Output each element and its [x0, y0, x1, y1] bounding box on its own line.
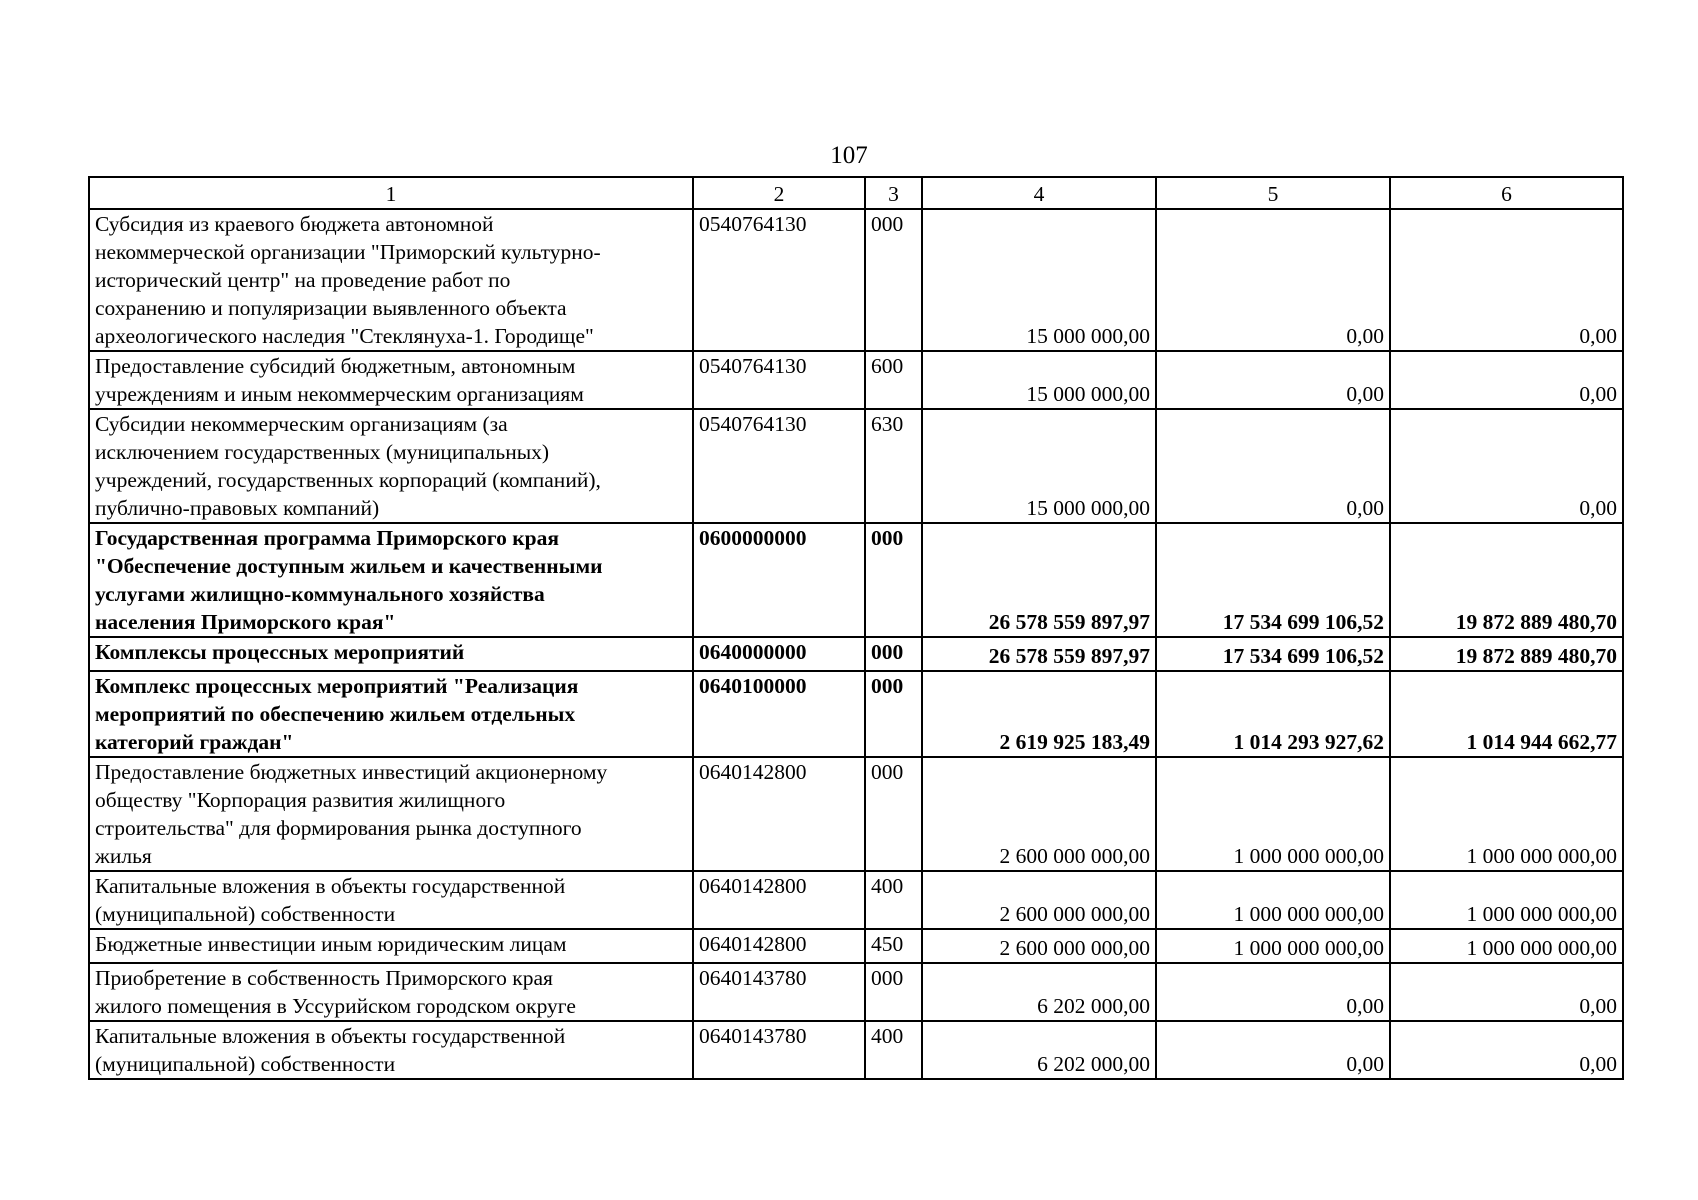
row-value-col5: 0,00	[1156, 409, 1390, 523]
row-name-line: некоммерческой организации "Приморский культурно-	[95, 240, 601, 264]
row-name-line: мероприятий по обеспечению жильем отдельных	[95, 702, 576, 726]
table-header-row	[89, 177, 1623, 209]
row-name-line: Комплексы процессных мероприятий	[95, 640, 465, 664]
table-row	[89, 637, 1623, 671]
row-type-cell: 000	[865, 209, 922, 351]
row-code-cell: 0640142800	[693, 757, 865, 871]
row-name-cell	[89, 637, 693, 671]
row-type-cell: 630	[865, 409, 922, 523]
row-name-line: Государственная программа Приморского края	[95, 526, 560, 550]
row-type-cell: 000	[865, 963, 922, 1021]
row-name-line: жилья	[95, 844, 152, 868]
row-name-line: категорий граждан"	[95, 730, 294, 754]
row-value-col5: 1 014 293 927,62	[1156, 671, 1390, 757]
row-value-col6: 0,00	[1390, 409, 1623, 523]
row-code-cell: 0640143780	[693, 963, 865, 1021]
row-type-cell: 400	[865, 871, 922, 929]
row-name-line: исключением государственных (муниципальных)	[95, 440, 550, 464]
row-name-line: археологического наследия "Стеклянуха-1. Городище"	[95, 324, 594, 348]
row-name-line: строительства" для формирования рынка доступного	[95, 816, 582, 840]
row-value-col4: 15 000 000,00	[922, 409, 1156, 523]
row-value-col5: 0,00	[1156, 209, 1390, 351]
row-value-col4: 26 578 559 897,97	[922, 637, 1156, 671]
row-value-col5: 17 534 699 106,52	[1156, 523, 1390, 637]
table-row	[89, 963, 1623, 1021]
table-row	[89, 929, 1623, 963]
column-header-3: 3	[865, 177, 922, 209]
row-name-line: Капитальные вложения в объекты государственной	[95, 874, 566, 898]
row-name-line: Предоставление субсидий бюджетным, автономным	[95, 354, 576, 378]
column-header-5: 5	[1156, 177, 1390, 209]
row-code-cell: 0540764130	[693, 351, 865, 409]
column-header-6: 6	[1390, 177, 1623, 209]
row-code-cell: 0540764130	[693, 409, 865, 523]
row-name-line: Субсидии некоммерческим организациям (за	[95, 412, 508, 436]
row-value-col5: 17 534 699 106,52	[1156, 637, 1390, 671]
row-value-col6: 1 014 944 662,77	[1390, 671, 1623, 757]
row-type-cell: 000	[865, 523, 922, 637]
row-type-cell: 600	[865, 351, 922, 409]
row-name-line: исторический центр" на проведение работ по	[95, 268, 511, 292]
row-name-line: Комплекс процессных мероприятий "Реализация	[95, 674, 579, 698]
row-name-cell	[89, 671, 693, 757]
row-code-cell: 0540764130	[693, 209, 865, 351]
row-value-col6: 1 000 000 000,00	[1390, 757, 1623, 871]
column-header-4: 4	[922, 177, 1156, 209]
row-type-cell: 450	[865, 929, 922, 963]
row-value-col5: 1 000 000 000,00	[1156, 871, 1390, 929]
row-value-col6: 0,00	[1390, 351, 1623, 409]
row-value-col4: 15 000 000,00	[922, 351, 1156, 409]
row-code-cell: 0640142800	[693, 871, 865, 929]
row-value-col4: 6 202 000,00	[922, 963, 1156, 1021]
row-name-cell	[89, 523, 693, 637]
row-name-line: Приобретение в собственность Приморского края	[95, 966, 553, 990]
row-value-col6: 19 872 889 480,70	[1390, 637, 1623, 671]
row-name-line: публично-правовых компаний)	[95, 496, 380, 520]
row-value-col5: 0,00	[1156, 963, 1390, 1021]
row-name-line: (муниципальной) собственности	[95, 902, 396, 926]
table-row	[89, 757, 1623, 871]
row-value-col4: 15 000 000,00	[922, 209, 1156, 351]
row-name-line: "Обеспечение доступным жильем и качественными	[95, 554, 603, 578]
table-row	[89, 671, 1623, 757]
row-name-line: услугами жилищно-коммунального хозяйства	[95, 582, 545, 606]
row-name-line: Капитальные вложения в объекты государственной	[95, 1024, 566, 1048]
row-name-line: Субсидия из краевого бюджета автономной	[95, 212, 494, 236]
column-header-2: 2	[693, 177, 865, 209]
row-name-cell	[89, 1021, 693, 1079]
row-value-col4: 2 600 000 000,00	[922, 871, 1156, 929]
row-value-col5: 1 000 000 000,00	[1156, 757, 1390, 871]
row-value-col4: 2 600 000 000,00	[922, 929, 1156, 963]
row-value-col6: 0,00	[1390, 209, 1623, 351]
row-type-cell: 400	[865, 1021, 922, 1079]
row-value-col5: 0,00	[1156, 1021, 1390, 1079]
row-type-cell: 000	[865, 757, 922, 871]
table-row	[89, 209, 1623, 351]
row-code-cell: 0640100000	[693, 671, 865, 757]
row-value-col5: 0,00	[1156, 351, 1390, 409]
row-name-line: жилого помещения в Уссурийском городском округе	[95, 994, 576, 1018]
column-header-1: 1	[89, 177, 693, 209]
row-name-line: населения Приморского края"	[95, 610, 396, 634]
row-value-col6: 1 000 000 000,00	[1390, 871, 1623, 929]
table-row	[89, 409, 1623, 523]
row-name-cell	[89, 963, 693, 1021]
row-name-line: (муниципальной) собственности	[95, 1052, 396, 1076]
row-type-cell: 000	[865, 671, 922, 757]
row-value-col5: 1 000 000 000,00	[1156, 929, 1390, 963]
table-row	[89, 351, 1623, 409]
row-name-cell	[89, 351, 693, 409]
row-name-line: учреждениям и иным некоммерческим организациям	[95, 382, 584, 406]
budget-table	[88, 176, 1624, 1080]
row-value-col6: 0,00	[1390, 963, 1623, 1021]
row-value-col4: 2 600 000 000,00	[922, 757, 1156, 871]
row-value-col6: 1 000 000 000,00	[1390, 929, 1623, 963]
row-name-line: Бюджетные инвестиции иным юридическим лицам	[95, 932, 567, 956]
table-row	[89, 871, 1623, 929]
row-code-cell: 0640000000	[693, 637, 865, 671]
row-name-cell	[89, 757, 693, 871]
row-name-cell	[89, 929, 693, 963]
row-value-col6: 19 872 889 480,70	[1390, 523, 1623, 637]
row-value-col4: 26 578 559 897,97	[922, 523, 1156, 637]
row-name-cell	[89, 871, 693, 929]
page-number: 107	[830, 142, 868, 169]
row-code-cell: 0640142800	[693, 929, 865, 963]
row-type-cell: 000	[865, 637, 922, 671]
table-body	[89, 177, 1623, 1079]
row-name-cell	[89, 209, 693, 351]
row-code-cell: 0600000000	[693, 523, 865, 637]
table-row	[89, 1021, 1623, 1079]
row-name-line: Предоставление бюджетных инвестиций акционерному	[95, 760, 608, 784]
row-name-line: обществу "Корпорация развития жилищного	[95, 788, 506, 812]
row-value-col4: 6 202 000,00	[922, 1021, 1156, 1079]
row-name-cell	[89, 409, 693, 523]
table-row	[89, 523, 1623, 637]
row-code-cell: 0640143780	[693, 1021, 865, 1079]
row-name-line: учреждений, государственных корпораций (компаний),	[95, 468, 601, 492]
row-value-col6: 0,00	[1390, 1021, 1623, 1079]
row-value-col4: 2 619 925 183,49	[922, 671, 1156, 757]
row-name-line: сохранению и популяризации выявленного объекта	[95, 296, 567, 320]
